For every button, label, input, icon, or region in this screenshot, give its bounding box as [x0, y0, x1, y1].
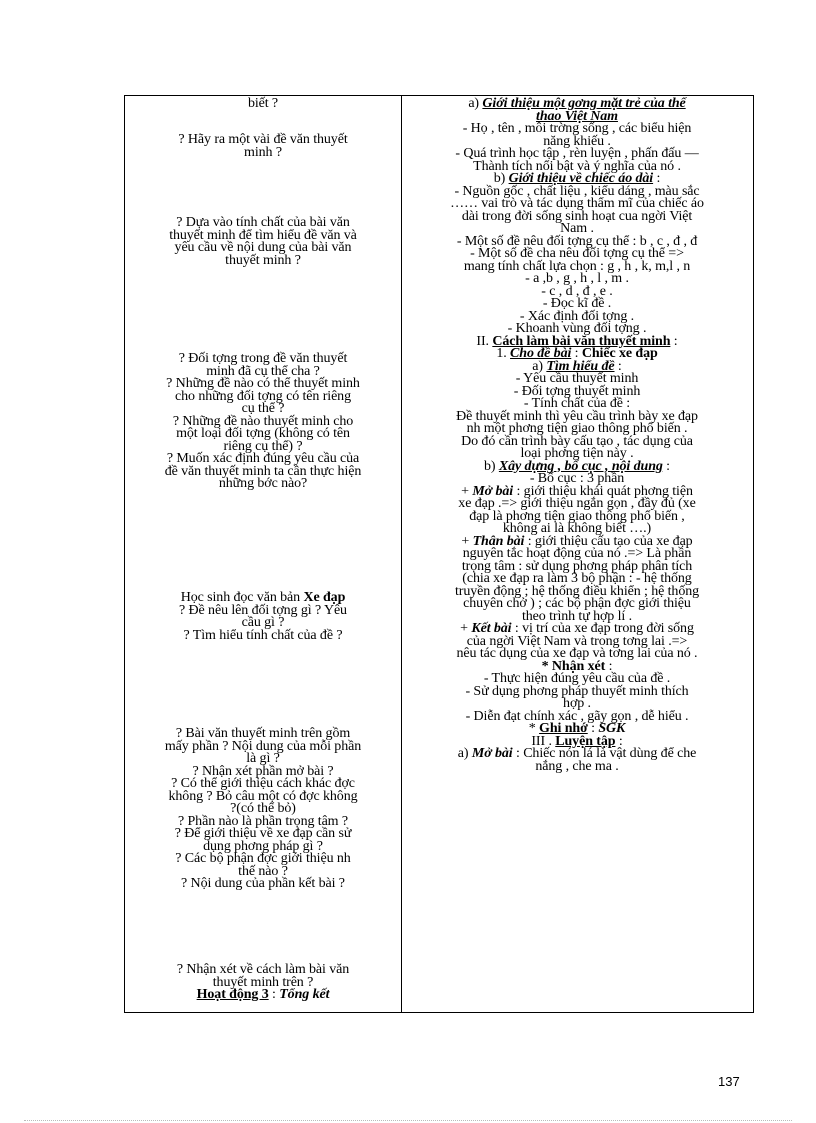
left-text-line: ? Nhận xét phần mở bài ? — [192, 763, 334, 779]
text-run: b) — [484, 458, 499, 474]
left-text-line: mấy phần ? Nội dung của mỗi phần — [164, 738, 362, 754]
text-run: Cách làm bài văn thuyết minh — [492, 333, 671, 349]
text-run: 1. — [496, 346, 511, 361]
right-text-line: trọng tâm : sử dụng phơng pháp phân tích — [461, 558, 693, 574]
left-block — [125, 217, 402, 267]
right-text-line: đạp là phơng tiện giao thông phổ biến , — [469, 508, 685, 524]
text-run: Xe đạp — [303, 590, 346, 605]
text-run: + — [460, 621, 472, 636]
left-text-line: không ? Bỏ câu một có đợc không — [168, 788, 358, 804]
right-text-line: hợp . — [563, 696, 591, 711]
text-run: Luyện tập — [555, 733, 616, 749]
right-text-line: truyền động ; hệ thống điều khiển ; hệ thống — [454, 583, 700, 599]
right-text-line: nắng , che ma . — [535, 758, 619, 774]
left-block — [125, 353, 402, 491]
text-run: Ghi nhớ — [539, 721, 588, 736]
right-text-line: - Xác định đối tợng . — [519, 308, 635, 324]
right-text-line: Thành tích nổi bật và ý nghĩa của nó . — [473, 158, 681, 174]
right-text-line: xe đạp .=> giới thiệu ngắn gọn , đầy đủ (xe — [458, 496, 696, 511]
text-run: II. — [476, 333, 493, 349]
right-text-line: …… vai trò và tác dụng thẩm mĩ của chiếc áo — [450, 196, 704, 211]
left-text-line: ? Nhận xét về cách làm bài văn — [176, 962, 350, 977]
right-text-line: không ai là không biết ….) — [502, 521, 652, 536]
text-run: Giới thiệu một gơng mặt trẻ của thể — [482, 96, 686, 111]
right-text-line: Đề thuyết minh thì yêu cầu trình bày xe đạp — [456, 408, 698, 424]
left-text-line: ?(có thể bỏ) — [230, 801, 296, 816]
text-run: III . — [531, 733, 556, 749]
right-text-line: - c , d , đ , e . — [541, 283, 613, 299]
left-text-line: ? Các bộ phận đợc giới thiệu nh — [175, 851, 351, 866]
right-text-line: - Đối tợng thuyết minh — [513, 383, 641, 399]
right-text-line: - Bố cục : 3 phần — [529, 471, 625, 486]
right-text-line: theo trình tự hợp lí . — [521, 608, 632, 624]
left-block — [125, 134, 402, 159]
text-run: : — [614, 358, 622, 374]
left-text-line: ? Bài văn thuyết minh trên gồm — [175, 726, 351, 741]
text-run: Chiếc xe đạp — [581, 346, 658, 361]
text-run: : — [571, 346, 582, 361]
left-text-line: ? Đề nêu lên đối tợng gì ? Yêu — [179, 602, 347, 618]
left-text-line: là gì ? — [246, 751, 280, 766]
left-text-line: ? Muốn xác định đúng yêu cầu của — [166, 451, 360, 466]
text-run: Học sinh đọc văn bản — [180, 590, 304, 605]
text-run: Xây dựng , bố cục , nội dung — [498, 458, 663, 474]
text-run: Kết bài — [471, 621, 512, 636]
right-text-line: - Yêu cầu thuyết minh — [515, 371, 639, 386]
left-text-line: ? Để giới thiệu về xe đạp cần sử — [174, 826, 352, 841]
left-text-line: ? Có thể giới thiệu cách khác đợc — [171, 776, 355, 791]
right-text-line: chuyên chở ) ; các bộ phận đợc giới thiệu — [463, 596, 691, 611]
right-text-line: - Họ , tên , môi trờng sống , các biểu hiện — [462, 121, 692, 136]
right-text-line: dài trong đời sống sinh hoạt cua ngời Việt — [461, 208, 693, 224]
text-run: a) — [532, 358, 547, 374]
text-run: thao Việt Nam — [536, 108, 618, 124]
left-block — [125, 964, 402, 1002]
right-text-line: (chia xe đạp ra làm 3 bộ phận : - hệ thống — [462, 571, 692, 586]
text-run: Mở bài — [472, 483, 514, 499]
left-text-line: ? Nội dung của phần kết bài ? — [181, 876, 345, 891]
left-text-line — [125, 989, 402, 1002]
right-text-line: - Một số đề cha nêu đối tợng cụ thể => — [470, 246, 684, 261]
left-block — [125, 98, 402, 111]
right-text-line: của ngời Việt Nam và trong tơng lai .=> — [466, 633, 688, 649]
text-run: Giới thiệu về chiếc áo dài — [508, 171, 654, 186]
left-text-line: đề văn thuyết minh ta cần thực hiện — [164, 463, 362, 479]
left-text-line: một loại đối tợng (không có tên — [176, 426, 350, 441]
left-text-line: thuyết minh ? — [225, 252, 301, 268]
text-run: : Chiếc nón lá là vật dùng để che — [512, 746, 697, 761]
left-block — [125, 728, 402, 891]
right-text-line: loại phơng tiện này . — [520, 446, 634, 461]
text-run: * — [528, 721, 540, 736]
text-run: b) — [493, 171, 509, 186]
lesson-table — [124, 95, 754, 1013]
right-text-line: nêu tác dụng của xe đạp và tơng lai của nó . — [456, 646, 698, 661]
left-text-line: ? Đối tợng trong đề văn thuyết — [178, 351, 348, 366]
text-run: Cho đề bài — [510, 346, 572, 361]
left-text-line: minh ? — [244, 144, 282, 160]
left-text-line: ? Tìm hiểu tính chất của đề ? — [183, 627, 343, 643]
left-text-line: yêu cầu về nội dung của bài văn — [174, 240, 352, 255]
right-text-line: năng khiếu . — [543, 133, 611, 149]
footer-divider — [24, 1120, 792, 1121]
left-text-line: ? Dựa vào tính chất của bài văn — [176, 215, 350, 230]
right-text-line: - Khoanh vùng đối tợng . — [507, 321, 647, 336]
right-text-line: - Tính chất của đề : — [523, 396, 631, 411]
right-text-line: Do đó cần trình bày cấu tạo , tác dụng của — [461, 433, 693, 449]
left-text-line: ? Phần nào là phần trọng tâm ? — [177, 813, 348, 829]
left-text-line: ? Những đề nào có thể thuyết minh — [166, 376, 360, 391]
lesson-content-column — [402, 96, 753, 1012]
right-text-line: - Sử dụng phơng pháp thuyết minh thích — [465, 683, 689, 699]
left-text-line: thuyết minh trên ? — [212, 974, 314, 990]
text-run: Hoạt động 3 — [196, 987, 269, 1002]
text-run: + — [461, 533, 473, 549]
text-run: : giới thiệu cấu tạo của xe đạp — [524, 533, 693, 549]
right-text-line: nguyên tắc hoạt động của nó .=> Là phần — [462, 546, 692, 561]
left-text-line: cho những đối tợng có tên riêng — [175, 388, 351, 404]
text-run: : — [653, 171, 661, 186]
left-text-line: những bớc nào? — [218, 476, 308, 491]
right-text-line: nh một phơng tiện giao thông phổ biến . — [466, 421, 688, 436]
right-text-line: - Diễn đạt chính xác , gãy gọn , dễ hiểu . — [465, 708, 689, 724]
text-run: Tìm hiểu đề — [546, 358, 615, 374]
text-run: : giới thiệu khái quát phơng tiện — [513, 483, 693, 499]
left-text-line: biết ? — [247, 96, 279, 111]
text-run: a) — [457, 746, 472, 761]
teacher-questions-column — [125, 96, 402, 1012]
right-text-line: - a ,b , g , h , l , m . — [525, 271, 629, 286]
text-run: + — [461, 483, 473, 499]
left-text-line: cụ thể ? — [241, 401, 285, 416]
right-text-line: - Nguồn gốc , chất liệu , kiểu dáng , màu sắc — [454, 183, 700, 199]
text-run: : — [605, 658, 613, 674]
left-text-line: riêng cụ thể) ? — [223, 438, 303, 454]
left-text-line: dụng phơng pháp gì ? — [203, 838, 323, 854]
right-text-line: mang tính chất lựa chọn : g , h , k, m,l , n — [463, 258, 691, 274]
right-text-line: Nam . — [560, 221, 594, 236]
text-run: : vị trí của xe đạp trong đời sống — [511, 621, 694, 636]
text-run: * Nhận xét — [541, 658, 606, 674]
text-run: SGK — [598, 721, 626, 736]
text-run: : — [662, 458, 670, 474]
right-text-line: - Quá trình học tập , rèn luyện , phấn đấu — — [455, 146, 699, 161]
text-run: : — [587, 721, 599, 736]
text-run: Mở bài — [471, 746, 513, 761]
right-text-line: - Một số đề nêu đối tợng cụ thể : b , c , đ , đ — [456, 233, 698, 249]
left-text-line: thế nào ? — [238, 863, 288, 879]
right-text-line: - Đọc kĩ đề . — [542, 296, 612, 311]
text-run: Tổng kết — [279, 987, 330, 1002]
left-text-line: thuyết minh để tìm hiểu đề văn và — [169, 227, 357, 243]
text-run: Thân bài — [472, 533, 525, 549]
page-number: 137 — [718, 1074, 740, 1089]
left-text-line: ? Hãy ra một vài đề văn thuyết — [178, 132, 348, 147]
text-run: : — [268, 987, 280, 1002]
left-block — [125, 592, 402, 642]
right-block — [402, 98, 753, 773]
text-run: a) — [468, 96, 483, 111]
left-text-line: minh đã cụ thể cha ? — [206, 363, 320, 379]
left-text-line: cầu gì ? — [241, 615, 285, 630]
text-run: : — [670, 333, 678, 349]
text-run: : — [615, 733, 623, 749]
left-text-line: ? Những đề nào thuyết minh cho — [172, 413, 354, 429]
right-text-line: - Thực hiện đúng yêu cầu của đề . — [483, 671, 671, 686]
